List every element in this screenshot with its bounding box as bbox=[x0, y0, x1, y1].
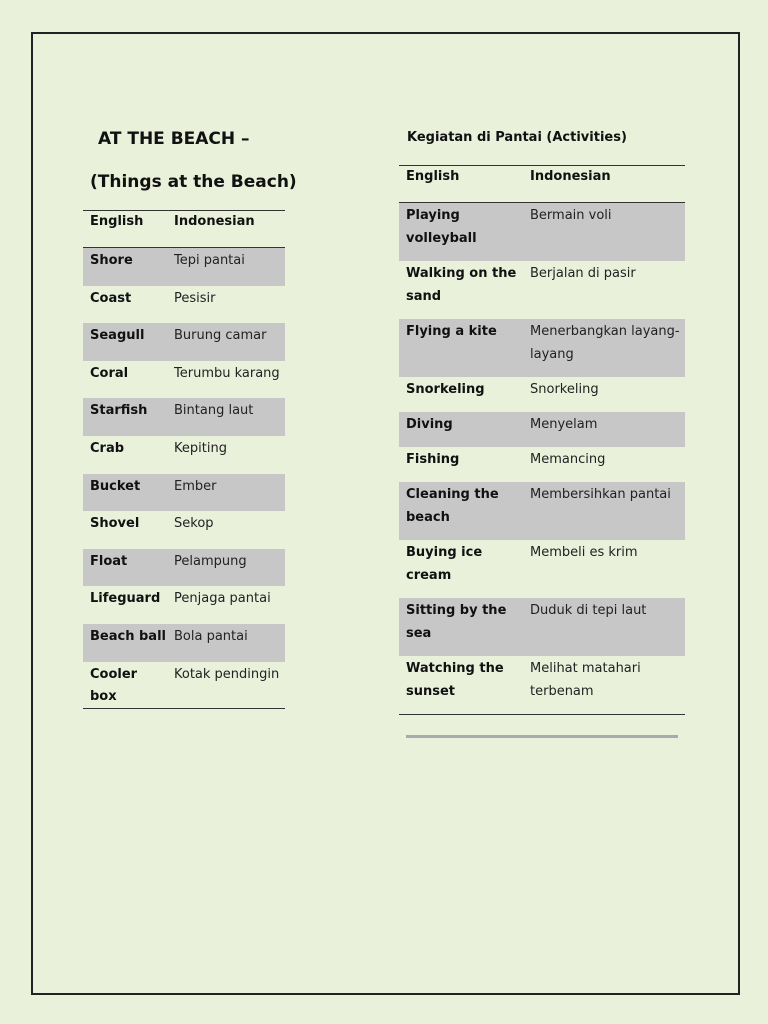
indonesian-phrase: Menyelam bbox=[523, 412, 685, 447]
table-row bbox=[83, 474, 285, 512]
table-row bbox=[83, 549, 285, 587]
english-word: Beach ball bbox=[83, 624, 167, 662]
table-row bbox=[83, 511, 285, 549]
english-phrase: Buying ice cream bbox=[406, 545, 483, 583]
table-row bbox=[399, 482, 685, 540]
table-row bbox=[399, 447, 685, 482]
english-phrase: Diving bbox=[399, 412, 523, 447]
activities-table bbox=[399, 165, 685, 715]
table-row bbox=[399, 377, 685, 412]
english-phrase: Cleaning the beach bbox=[399, 482, 523, 540]
table-row bbox=[399, 203, 685, 262]
activities-title: Kegiatan di Pantai (Activities) bbox=[407, 130, 627, 145]
english-word: Coast bbox=[90, 290, 132, 306]
indonesian-word: Ember bbox=[167, 474, 285, 512]
english-word: Cooler box bbox=[90, 666, 138, 704]
indonesian-word: Sekop bbox=[174, 516, 214, 532]
indonesian-word: Kotak pendingin bbox=[174, 666, 280, 682]
indonesian-word: Bintang laut bbox=[167, 398, 285, 436]
english-word: Crab bbox=[90, 440, 125, 456]
english-phrase: Walking on the sand bbox=[406, 266, 517, 304]
table-row bbox=[83, 624, 285, 662]
indonesian-phrase: Duduk di tepi laut bbox=[523, 598, 685, 656]
english-word: Coral bbox=[90, 365, 129, 381]
indonesian-phrase: Berjalan di pasir bbox=[530, 266, 636, 281]
table-row bbox=[83, 248, 285, 286]
page-subtitle: (Things at the Beach) bbox=[90, 172, 297, 192]
table-row bbox=[399, 319, 685, 377]
indonesian-phrase: Memancing bbox=[530, 452, 606, 467]
english-phrase: Sitting by the sea bbox=[399, 598, 523, 656]
indonesian-word: Pesisir bbox=[174, 290, 216, 306]
table-header-row bbox=[83, 211, 285, 248]
indonesian-word: Kepiting bbox=[174, 440, 227, 456]
column-header-english: English bbox=[399, 166, 523, 203]
column-header-english: English bbox=[83, 211, 167, 248]
table-row bbox=[83, 286, 285, 324]
column-header-indonesian: Indonesian bbox=[167, 211, 285, 248]
table-row bbox=[399, 598, 685, 656]
table-row bbox=[83, 662, 285, 709]
indonesian-phrase: Snorkeling bbox=[530, 382, 599, 397]
indonesian-phrase: Bermain voli bbox=[523, 203, 685, 262]
indonesian-phrase: Membersihkan pantai bbox=[523, 482, 685, 540]
english-phrase: Flying a kite bbox=[399, 319, 523, 377]
indonesian-word: Penjaga pantai bbox=[174, 591, 271, 607]
english-word: Bucket bbox=[83, 474, 167, 512]
table-row bbox=[399, 540, 685, 598]
page-title: AT THE BEACH – bbox=[98, 129, 250, 149]
table-row bbox=[83, 586, 285, 624]
indonesian-phrase: Menerbangkan layang-layang bbox=[523, 319, 685, 377]
indonesian-word: Terumbu karang bbox=[174, 365, 280, 381]
english-phrase: Playing volleyball bbox=[399, 203, 523, 262]
things-table bbox=[83, 210, 285, 709]
english-word: Shore bbox=[83, 248, 167, 286]
table-row bbox=[399, 261, 685, 319]
english-word: Starfish bbox=[83, 398, 167, 436]
english-word: Seagull bbox=[83, 323, 167, 361]
english-phrase: Fishing bbox=[406, 452, 460, 467]
table-row bbox=[399, 656, 685, 715]
english-word: Float bbox=[83, 549, 167, 587]
table-row bbox=[399, 412, 685, 447]
indonesian-phrase: Membeli es krim bbox=[530, 545, 638, 560]
english-word: Shovel bbox=[90, 516, 140, 532]
indonesian-word: Burung camar bbox=[167, 323, 285, 361]
english-word: Lifeguard bbox=[90, 591, 161, 607]
horizontal-rule bbox=[406, 735, 678, 738]
table-row bbox=[83, 323, 285, 361]
english-phrase: Snorkeling bbox=[406, 382, 485, 397]
indonesian-word: Tepi pantai bbox=[167, 248, 285, 286]
indonesian-word: Bola pantai bbox=[167, 624, 285, 662]
english-phrase: Watching the sunset bbox=[406, 661, 504, 699]
table-row bbox=[83, 436, 285, 474]
table-row bbox=[83, 398, 285, 436]
column-header-indonesian: Indonesian bbox=[523, 166, 685, 203]
table-row bbox=[83, 361, 285, 399]
indonesian-word: Pelampung bbox=[167, 549, 285, 587]
table-header-row bbox=[399, 166, 685, 203]
indonesian-phrase: Melihat matahari terbenam bbox=[530, 661, 641, 699]
